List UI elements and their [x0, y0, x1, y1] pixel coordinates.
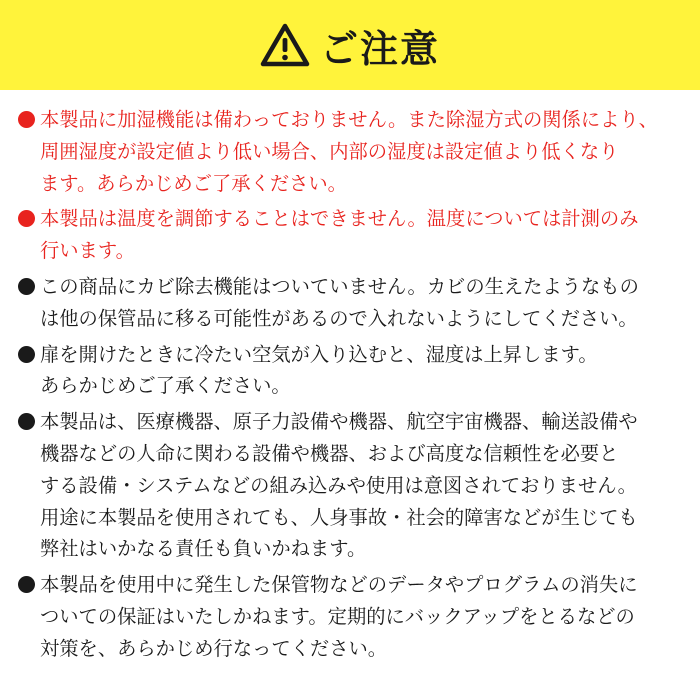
note-item [18, 104, 688, 199]
note-item [18, 569, 688, 664]
note-line: 本製品は、医療機器、原子力設備や機器、航空宇宙機器、輸送設備や [40, 410, 638, 434]
note-line: 本製品は温度を調節することはできません。温度については計測のみ [40, 207, 639, 231]
note-line: 弊社はいかなる責任も負いかねます。 [40, 537, 367, 561]
bullet-icon [18, 413, 35, 430]
note-item [18, 339, 688, 403]
caution-header-content [260, 18, 440, 73]
note-item [18, 271, 688, 335]
note-line: ます。あらかじめご了承ください。 [40, 171, 347, 195]
note-line: 機器などの人命に関わる設備や機器、および高度な信頼性を必要と [40, 441, 619, 465]
note-line: 対策を、あらかじめ行なってください。 [40, 636, 388, 660]
caution-header [0, 0, 700, 90]
bullet-icon [18, 576, 35, 593]
note-line: 用途に本製品を使用されても、人身事故・社会的障害などが生じても [40, 505, 638, 529]
bullet-icon [18, 210, 35, 227]
note-item [18, 406, 688, 565]
note-line: 周囲湿度が設定値より低い場合、内部の湿度は設定値より低くなり [40, 139, 619, 163]
bullet-icon [18, 278, 35, 295]
notes-list [18, 104, 688, 669]
page-title: ご注意 [319, 26, 440, 71]
note-line: この商品にカビ除去機能はついていません。カビの生えたようなもの [40, 274, 639, 298]
warning-triangle-icon [260, 23, 310, 67]
bullet-icon [18, 111, 35, 128]
note-item [18, 203, 688, 267]
note-line: 本製品を使用中に発生した保管物などのデータやプログラムの消失に [40, 573, 638, 597]
note-line: 扉を開けたときに冷たい空気が入り込むと、湿度は上昇します。 [40, 342, 598, 366]
note-line: 行います。 [40, 239, 135, 263]
note-line: あらかじめご了承ください。 [40, 374, 291, 398]
note-line: は他の保管品に移る可能性があるので入れないようにしてください。 [40, 306, 638, 330]
bullet-icon [18, 346, 35, 363]
note-line: する設備・システムなどの組み込みや使用は意図されておりません。 [40, 473, 637, 497]
note-line: ついての保証はいたしかねます。定期的にバックアップをとるなどの [40, 604, 635, 628]
note-line: 本製品に加湿機能は備わっておりません。また除湿方式の関係により、 [40, 108, 658, 131]
